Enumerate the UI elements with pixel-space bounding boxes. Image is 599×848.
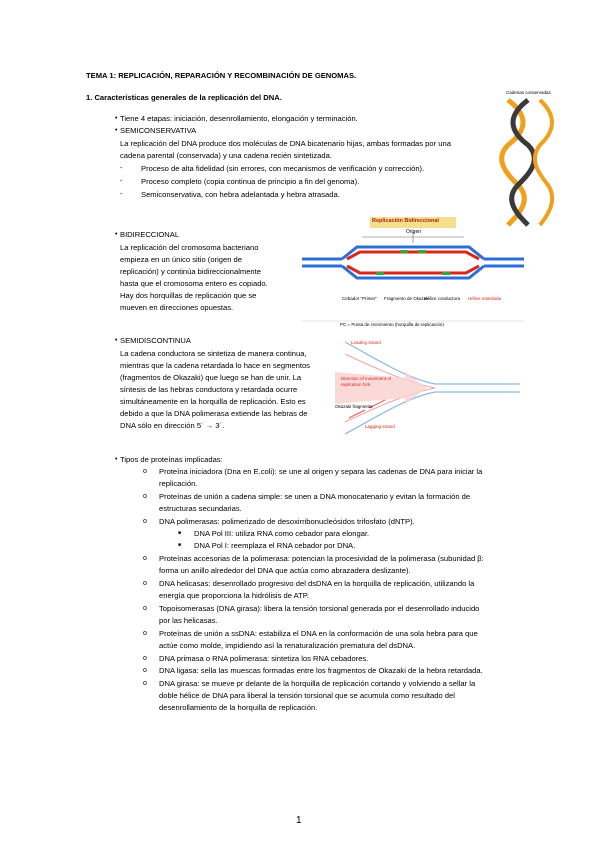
bidir-line: mueven en direcciones opuestas. (120, 303, 234, 312)
protein-item-line: DNA polimerasas: polimerizado de desoxirribonucleósidos trifosfato (dNTP). (159, 517, 415, 526)
circle-marker: o (143, 468, 147, 475)
helix-figure (498, 90, 558, 230)
protein-item-line: replicación. (159, 479, 198, 488)
bidir-fig-origin: Origen (406, 229, 422, 235)
square-marker: ■ (178, 530, 182, 536)
bidir-fig-label-lagging: Hélice retardada (468, 296, 502, 301)
circle-marker: o (143, 518, 147, 525)
protein-item-line: Proteínas de unión a ssDNA: estabiliza el DNA en la conformación de una sola hebra para que (159, 629, 478, 638)
protein-item-line: Proteína iniciadora (Dna en E.coli): se une al origen y separa las cadenas de DNA para iniciar la (159, 467, 483, 476)
bidir-line: empieza en un único sitio (origen de (120, 255, 242, 264)
circle-marker: o (143, 555, 147, 562)
bidir-fig-label-primer: Cebador "Primer" (342, 296, 377, 301)
protein-item-line: DNA girasa: se mueve pr delante de la horquilla de replicación cortando y volviendo a sellar la (159, 679, 476, 688)
circle-marker: o (143, 605, 147, 612)
bidir-line: La replicación del cromosoma bacteriano (120, 243, 259, 252)
bullet-stages: Tiene 4 etapas: iniciación, desenrollamiento, elongación y terminación. (120, 114, 358, 123)
protein-item-line: Proteínas accesorias de la polimerasa: potencian la procesividad de la polimerasa (subunidad β: (159, 554, 484, 563)
semicons-text-line: La replicación del DNA produce dos moléculas de DNA bicatenario hijas, ambas formadas por una (120, 139, 451, 148)
semidisc-line: mientras que la cadena retardada lo hace en segmentos (120, 361, 310, 370)
protein-item-line: energía que proporciona la hidrólisis de ATP. (159, 591, 310, 600)
protein-item-line: forma un anillo alrededor del DNA que actúa como abrazadera deslizante). (159, 566, 411, 575)
protein-item-line: desenrollamiento de la horquilla de replicación. (159, 703, 318, 712)
protein-item-line: doble hélice de DNA para liberal la tensión torsional que se acumula como resultado del (159, 691, 455, 700)
square-marker: ■ (178, 542, 182, 548)
circle-marker: o (143, 580, 147, 587)
semidisc-line: La cadena conductora se sintetiza de manera continua, (120, 349, 307, 358)
dash-marker: - (120, 191, 123, 198)
protein-item-line: Topoisomerasas (DNA girasa): libera la tensión torsional generada por el desenrollado inducido (159, 604, 480, 613)
fork-direction-label: Direction of movement of replication fork (341, 376, 392, 387)
bullet-dot: • (115, 127, 118, 134)
bidir-line: Hay dos horquillas de replicación que se (120, 291, 257, 300)
protein-item-line: DNA ligasa: sella las muescas formadas entre los fragmentos de Okazaki de la hebra retardada. (159, 666, 483, 675)
semidisc-line: síntesis de las hebras conductora y retardada ocurre (120, 385, 298, 394)
bullet-dot: • (115, 456, 118, 463)
protein-subitem: DNA Pol I: reemplaza el RNA cebador por DNA. (194, 541, 356, 550)
fork-lagging-label: Lagging strand (365, 424, 395, 429)
protein-item-line: actúe como molde, impidiendo así la renaturalización prematura del dsDNA. (159, 641, 416, 650)
circle-marker: o (143, 667, 147, 674)
protein-subitem: DNA Pol III: utiliza RNA como cebador para elongar. (194, 529, 370, 538)
fork-okazaki-label: Okazaki fragments (335, 404, 373, 409)
fork-leading-label: Leading strand (351, 340, 381, 345)
helix-legend: Cadenas conservadas (506, 90, 551, 95)
proteins-heading: Tipos de proteínas implicadas: (120, 455, 223, 464)
bidir-line: replicación) y continúa bidireccionalmente (120, 267, 261, 276)
bullet-dot: • (115, 115, 118, 122)
circle-marker: o (143, 493, 147, 500)
dash-item: Proceso de alta fidelidad (sin errores, con mecanismos de verificación y corrección). (141, 164, 425, 173)
bidir-line: hasta que el cromosoma entero es copiado. (120, 279, 268, 288)
protein-item-line: por las helicasas. (159, 616, 218, 625)
bidir-replication-figure (302, 215, 524, 333)
protein-item-line: DNA helicasas: desenrollado progresivo del dsDNA en la horquilla de replicación, utilizando la (159, 579, 475, 588)
dash-marker: - (120, 178, 123, 185)
protein-item-line: DNA primasa o RNA polimerasa: sintetiza los RNA cebadores. (159, 654, 369, 663)
circle-marker: o (143, 655, 147, 662)
circle-marker: o (143, 680, 147, 687)
bullet-semiconservative: SEMICONSERVATIVA (120, 126, 197, 135)
bidir-fig-caption: PC = Punta de crecimiento (horquilla de replicación) (340, 322, 444, 327)
dash-item: Semiconservativa, con hebra adelantada y hebra atrasada. (141, 190, 340, 199)
semidisc-line: simultáneamente en la horquilla de replicación. Esto es (120, 397, 306, 406)
bidir-heading: BIDIRECCIONAL (120, 230, 180, 239)
bidir-fig-label-leading: Hélice conductora (424, 296, 461, 301)
section-heading: 1. Características generales de la replicación del DNA. (86, 93, 282, 102)
replication-fork-figure (335, 338, 525, 438)
circle-marker: o (143, 630, 147, 637)
dash-item: Proceso completo (copia continua de principio a fin del genoma). (141, 177, 360, 186)
semicons-text-line: cadena parental (conservada) y una cadena recién sintetizada. (120, 151, 332, 160)
bidir-fig-title: Replicación Bidireccional (372, 218, 439, 224)
semidisc-heading: SEMIDISCONTINUA (120, 336, 191, 345)
protein-item-line: estructuras secundarias. (159, 504, 242, 513)
semidisc-line: DNA sólo en dirección 5´ → 3´. (120, 421, 225, 430)
bidir-fig-label-okazaki: Fragmento de Okazaki (384, 296, 430, 301)
protein-item-line: Proteínas de unión a cadena simple: se unen a DNA monocatenario y evitan la formación de (159, 492, 471, 501)
double-helix-icon (498, 90, 558, 230)
bullet-dot: • (115, 337, 118, 344)
bullet-dot: • (115, 231, 118, 238)
page-number: 1 (296, 815, 302, 826)
dash-marker: - (120, 165, 123, 172)
semidisc-line: (fragmentos de Okazaki) que luego se han de unir. La (120, 373, 302, 382)
semidisc-line: debido a que la DNA polimerasa extiende las hebras de (120, 409, 308, 418)
page-title: TEMA 1: REPLICACIÓN, REPARACIÓN Y RECOMBINACIÓN DE GENOMAS. (86, 71, 357, 80)
